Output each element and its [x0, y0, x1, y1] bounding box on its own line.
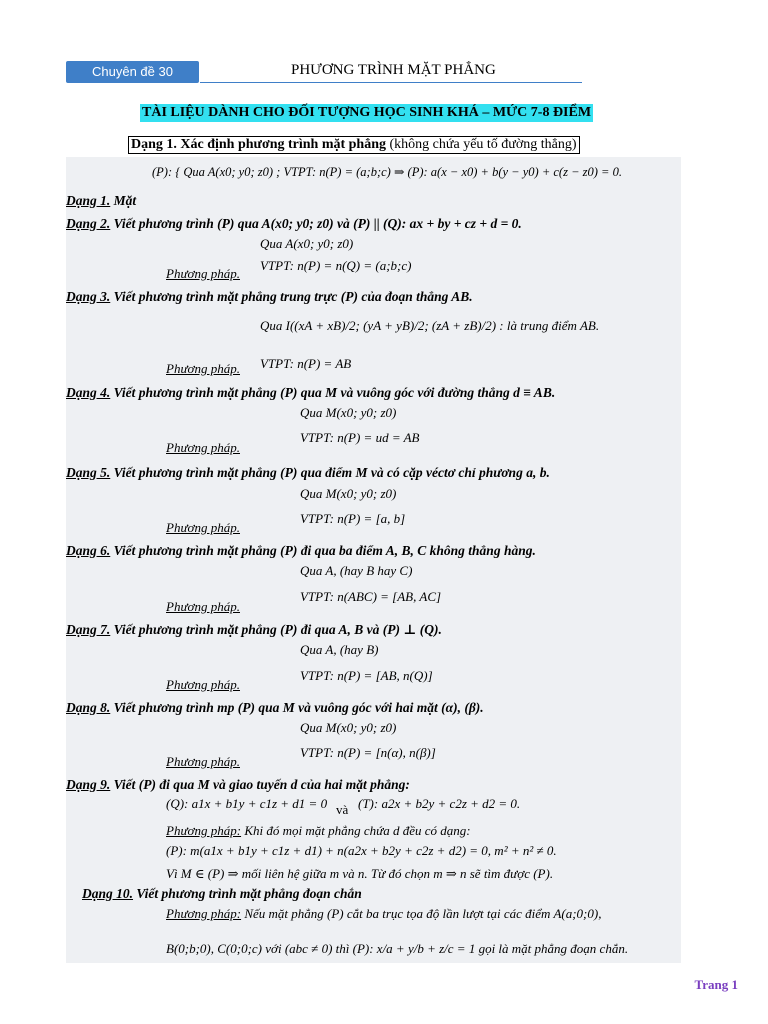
item-7-method: Phương pháp. — [166, 677, 240, 692]
item-9-method-line: Phương pháp: Khi đó mọi mặt phẳng chứa d đều có dạng: — [166, 823, 471, 838]
item-6-sys1: Qua A, (hay B hay C) — [300, 563, 413, 578]
item-9-since: Vì M ∈ (P) ⇒ mối liên hệ giữa m và n. Từ đó chọn m ⇒ n sẽ tìm được (P). — [166, 866, 554, 881]
item-8-sys2: VTPT: n(P) = [n(α), n(β)] — [300, 745, 436, 760]
item-3-method: Phương pháp. — [166, 361, 240, 376]
item-7-text: Dạng 7. Viết phương trình mặt phẳng (P) đi qua A, B và (P) ⊥ (Q). — [66, 622, 442, 637]
item-6-text: Dạng 6. Viết phương trình mặt phẳng (P) đi qua ba điểm A, B, C không thẳng hàng. — [66, 543, 536, 558]
item-7-sys1: Qua A, (hay B) — [300, 642, 379, 657]
item-1-label: Dạng 1. Mặt — [66, 193, 137, 208]
item-9-and: và — [336, 802, 349, 817]
item-3-sys1: Qua I((xA + xB)/2; (yA + yB)/2; (zA + zB)/2) : là trung điểm AB. — [260, 318, 600, 333]
item-2-sys1: Qua A(x0; y0; z0) — [260, 236, 354, 251]
item-1-math: (P): { Qua A(x0; y0; z0) ; VTPT: n(P) = (a;b;c) ⇒ (P): a(x − x0) + b(y − y0) + c(z − z0) = 0. — [152, 165, 622, 179]
item-2-text: Dạng 2. Viết phương trình (P) qua A(x0; y0; z0) và (P) || (Q): ax + by + cz + d = 0. — [66, 216, 522, 231]
item-4-text: Dạng 4. Viết phương trình mặt phẳng (P) qua M và vuông góc với đường thẳng d ≡ AB. — [66, 385, 556, 400]
page-title: PHƯƠNG TRÌNH MẶT PHẲNG — [291, 62, 496, 78]
item-9-eq2: (T): a2x + b2y + c2z + d2 = 0. — [358, 796, 521, 811]
item-9-family: (P): m(a1x + b1y + c1z + d1) + n(a2x + b2y + c2z + d2) = 0, m² + n² ≠ 0. — [166, 843, 557, 858]
item-10-text: Dạng 10. Viết phương trình mặt phẳng đoạn chắn — [82, 886, 362, 901]
item-2-sys2: VTPT: n(P) = n(Q) = (a;b;c) — [260, 258, 412, 273]
item-6-sys2: VTPT: n(ABC) = [AB, AC] — [300, 589, 442, 604]
item-3-text: Dạng 3. Viết phương trình mặt phẳng trung trực (P) của đoạn thẳng AB. — [66, 289, 473, 304]
item-5-method: Phương pháp. — [166, 520, 240, 535]
section-heading-bold: Dạng 1. Xác định phương trình mặt phẳng — [131, 137, 387, 152]
item-10-line2: B(0;b;0), C(0;0;c) với (abc ≠ 0) thì (P): x/a + y/b + z/c = 1 gọi là mặt phẳng đoạn chắn. — [166, 941, 629, 956]
item-5-sys1: Qua M(x0; y0; z0) — [300, 486, 397, 501]
item-8-sys1: Qua M(x0; y0; z0) — [300, 720, 397, 735]
item-4-sys1: Qua M(x0; y0; z0) — [300, 405, 397, 420]
item-4-sys2: VTPT: n(P) = ud = AB — [300, 430, 420, 445]
section-heading-normal: (không chứa yếu tố đường thẳng) — [386, 137, 577, 152]
item-9-eq1: (Q): a1x + b1y + c1z + d1 = 0 — [166, 796, 328, 811]
item-6-method: Phương pháp. — [166, 599, 240, 614]
item-5-sys2: VTPT: n(P) = [a, b] — [300, 511, 406, 526]
item-2-method: Phương pháp. — [166, 266, 240, 281]
header-divider — [200, 82, 582, 83]
item-4-method: Phương pháp. — [166, 440, 240, 455]
page-number: Trang 1 — [694, 977, 738, 992]
item-5-text: Dạng 5. Viết phương trình mặt phẳng (P) qua điểm M và có cặp véctơ chỉ phương a, b. — [66, 465, 550, 480]
item-3-sys2: VTPT: n(P) = AB — [260, 356, 352, 371]
item-7-sys2: VTPT: n(P) = [AB, n(Q)] — [300, 668, 433, 683]
item-8-method: Phương pháp. — [166, 754, 240, 769]
section-heading — [128, 136, 580, 154]
chapter-badge: Chuyên đề 30 — [66, 61, 199, 83]
item-8-text: Dạng 8. Viết phương trình mp (P) qua M và vuông góc với hai mặt (α), (β). — [66, 700, 484, 715]
document-title: TÀI LIỆU DÀNH CHO ĐỐI TƯỢNG HỌC SINH KHÁ – MỨC 7-8 ĐIỂM — [142, 105, 592, 120]
item-10-method-line: Phương pháp: Nếu mặt phẳng (P) cắt ba trục tọa độ lần lượt tại các điểm A(a;0;0), — [166, 906, 602, 921]
item-9-text: Dạng 9. Viết (P) đi qua M và giao tuyến d của hai mặt phẳng: — [66, 777, 410, 792]
